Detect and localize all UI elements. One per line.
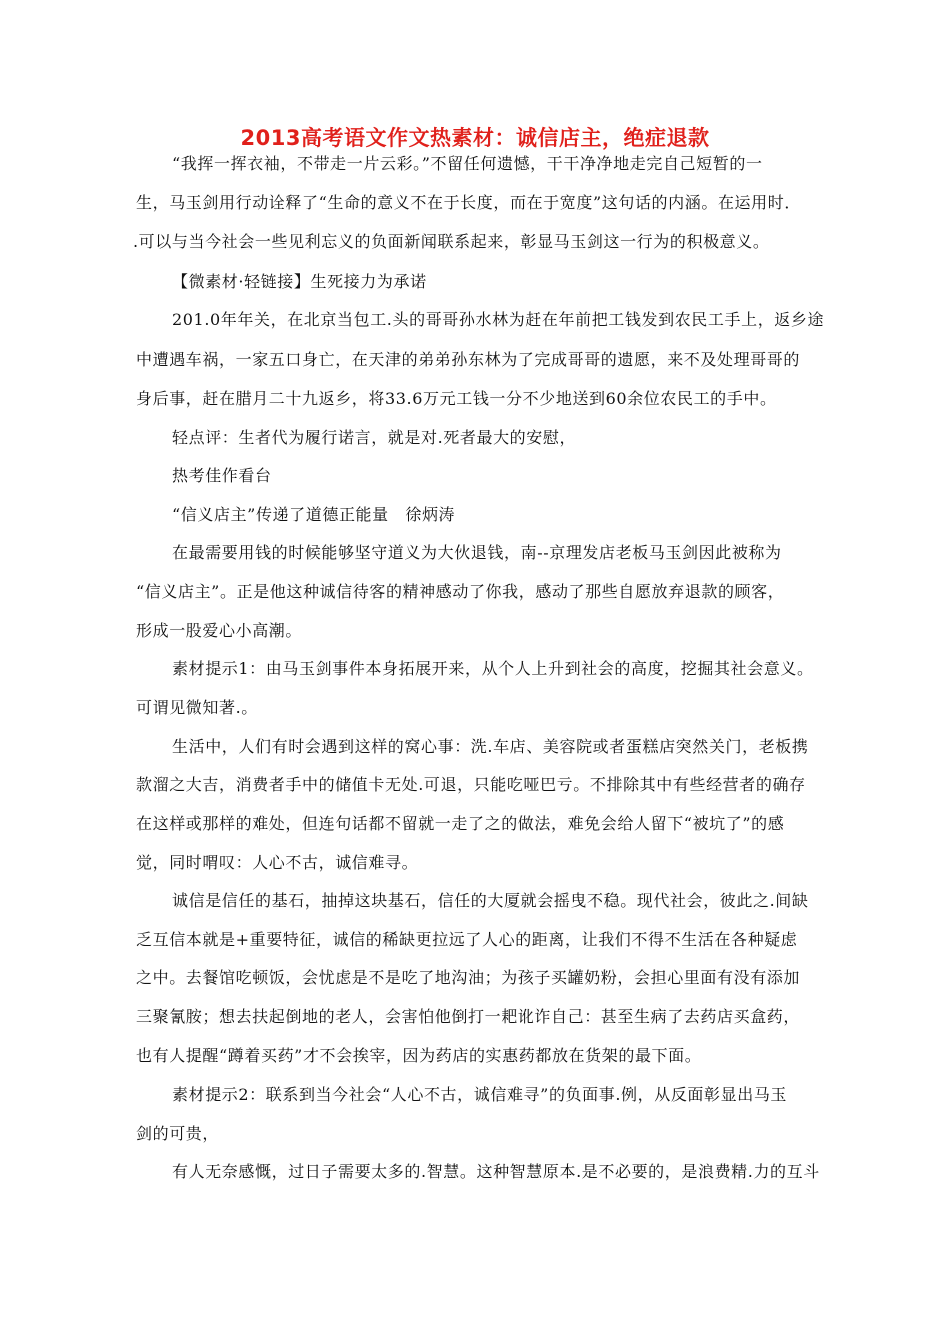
paragraph-line: .可以与当今社会一些见利忘义的负面新闻联系起来，彰显马玉剑这一行为的积极意义。 [133, 232, 770, 251]
paragraph-line: 素材提示1：由马玉剑事件本身拓展开来，从个人上升到社会的高度，挖掘其社会意义。 [172, 659, 814, 678]
paragraph-line: 诚信是信任的基石，抽掉这块基石，信任的大厦就会摇曳不稳。现代社会，彼此之.间缺 [172, 891, 809, 910]
paragraph-line: 中遭遇车祸，一家五口身亡，在天津的弟弟孙东林为了完成哥哥的遗愿，来不及处理哥哥的 [136, 350, 801, 369]
paragraph-line: 201.0年年关，在北京当包工.头的哥哥孙水林为赶在年前把工钱发到农民工手上，返乡途 [172, 310, 825, 329]
paragraph-line: 轻点评：生者代为履行诺言，就是对.死者最大的安慰， [172, 428, 577, 447]
article-byline: “信义店主”传递了道德正能量 徐炳涛 [172, 505, 456, 524]
paragraph-line: 三聚氰胺；想去扶起倒地的老人，会害怕他倒打一耙讹诈自己：甚至生病了去药店买盒药， [136, 1007, 801, 1026]
paragraph-line: 之中。去餐馆吃顿饭，会忧虑是不是吃了地沟油；为孩子买罐奶粉，会担心里面有没有添加 [136, 968, 801, 987]
paragraph-line: 也有人提醒“蹲着买药”才不会挨宰，因为药店的实惠药都放在货架的最下面。 [136, 1046, 702, 1065]
paragraph-line: 生，马玉剑用行动诠释了“生命的意义不在于长度，而在于宽度”这句话的内涵。在运用时． [136, 193, 801, 212]
paragraph-line: “我挥一挥衣袖，不带走一片云彩。”不留任何遗憾，干干净净地走完自己短暂的一 [172, 154, 763, 173]
paragraph-line: 素材提示2：联系到当今社会“人心不古，诚信难寻”的负面事.例，从反面彰显出马玉 [172, 1085, 788, 1104]
section-heading: 【微素材·轻链接】生死接力为承诺 [172, 272, 427, 291]
paragraph-line: 身后事，赶在腊月二十九返乡，将33.6万元工钱一分不少地送到60余位农民工的手中。 [136, 389, 777, 408]
paragraph-line: 觉，同时喟叹：人心不古，诚信难寻。 [136, 853, 419, 872]
section-heading: 热考佳作看台 [172, 466, 272, 485]
paragraph-line: 乏互信本就是+重要特征，诚信的稀缺更拉远了人心的距离，让我们不得不生活在各种疑虑 [136, 930, 798, 949]
paragraph-line: 生活中，人们有时会遇到这样的窝心事：洗.车店、美容院或者蛋糕店突然关门，老板携 [172, 737, 809, 756]
paragraph-line: 在最需要用钱的时候能够坚守道义为大伙退钱，南--京理发店老板马玉剑因此被称为 [172, 543, 782, 562]
paragraph-line: 形成一股爱心小高潮。 [136, 621, 303, 640]
paragraph-line: 有人无奈感慨，过日子需要太多的.智慧。这种智慧原本.是不必要的，是浪费精.力的互斗 [172, 1162, 820, 1181]
paragraph-line: 在这样或那样的难处，但连句话都不留就一走了之的做法，难免会给人留下“被坑了”的感 [136, 814, 785, 833]
paragraph-line: “信义店主”。正是他这种诚信待客的精神感动了你我，感动了那些自愿放弃退款的顾客， [136, 582, 785, 601]
paragraph-line: 款溜之大吉，消费者手中的储值卡无处.可退，只能吃哑巴亏。不排除其中有些经营者的确存 [136, 775, 806, 794]
document-title: 2013高考语文作文热素材：诚信店主，绝症退款 [240, 126, 710, 150]
paragraph-line: 可谓见微知著.。 [136, 698, 258, 717]
paragraph-line: 剑的可贵， [136, 1124, 220, 1143]
